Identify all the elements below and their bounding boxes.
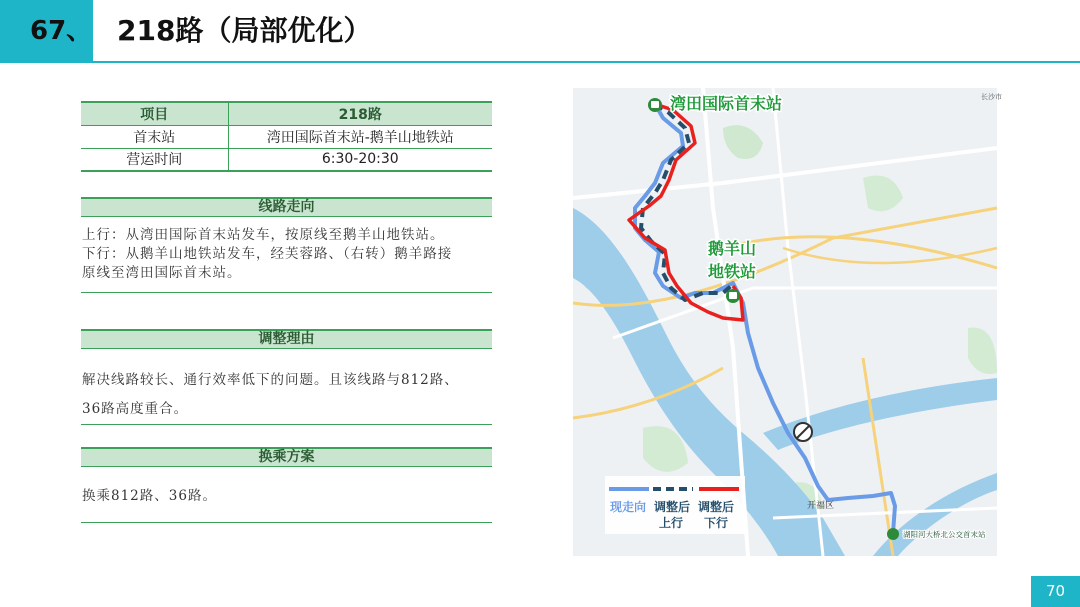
bus-stop-icon: [887, 528, 899, 540]
section-rule: [81, 522, 492, 523]
reason-line: 36路高度重合。: [82, 401, 189, 417]
transfer-line: 换乘812路、36路。: [82, 488, 217, 504]
table-cell: 首末站: [81, 125, 228, 148]
legend-up-label: 调整后: [654, 500, 691, 514]
reason-section-title: 调整理由: [81, 329, 492, 349]
section-rule: [81, 424, 492, 425]
table-cell: 6:30-20:30: [228, 148, 492, 171]
table-header-cell: 项目: [81, 102, 228, 125]
stop-label-top: 湾田国际首末站: [670, 94, 783, 113]
legend-down-label: 调整后: [698, 500, 735, 514]
table-row: [81, 125, 492, 148]
direction-line: 原线至湾田国际首末站。: [82, 265, 242, 281]
info-table: [81, 101, 492, 172]
reason-line: 解决线路较长、通行效率低下的问题。且该线路与812路、: [82, 372, 459, 388]
map-region-label: 长沙市: [981, 93, 1002, 101]
stop-label-bottom: 湖阳河大桥北公交首末站: [903, 530, 986, 539]
table-cell: 营运时间: [81, 148, 228, 171]
section-number: 67、: [0, 0, 93, 62]
direction-line: 上行：从湾田国际首末站发车，按原线至鹅羊山地铁站。: [82, 227, 445, 243]
district-label: 开福区: [807, 501, 835, 511]
table-row: [81, 148, 492, 171]
transfer-text: [82, 486, 492, 506]
direction-section-title: 线路走向: [81, 197, 492, 217]
table-header-row: [81, 102, 492, 125]
reason-text: [82, 366, 492, 424]
transfer-section-title: 换乘方案: [81, 447, 492, 467]
direction-text: [82, 226, 492, 283]
table-header-cell: 218路: [228, 102, 492, 125]
stop-label-mid-2: 地铁站: [708, 262, 757, 281]
direction-line: 下行：从鹅羊山地铁站发车，经芙蓉路、（右转）鹅羊路接: [82, 246, 453, 262]
bus-icon: [651, 101, 659, 108]
bus-icon: [729, 292, 737, 299]
table-cell: 湾田国际首末站-鹅羊山地铁站: [228, 125, 492, 148]
page-number: 70: [1031, 576, 1080, 607]
legend-down-label-2: 下行: [704, 516, 729, 530]
legend-current-label: 现走向: [610, 500, 647, 514]
section-rule: [81, 292, 492, 293]
route-map: [573, 88, 1002, 556]
legend-up-label-2: 上行: [659, 516, 684, 530]
header-divider: [0, 61, 1080, 63]
route-map-svg: [573, 88, 1002, 556]
stop-label-mid-1: 鹅羊山: [708, 239, 757, 258]
page-title: 218路（局部优化）: [117, 14, 372, 47]
